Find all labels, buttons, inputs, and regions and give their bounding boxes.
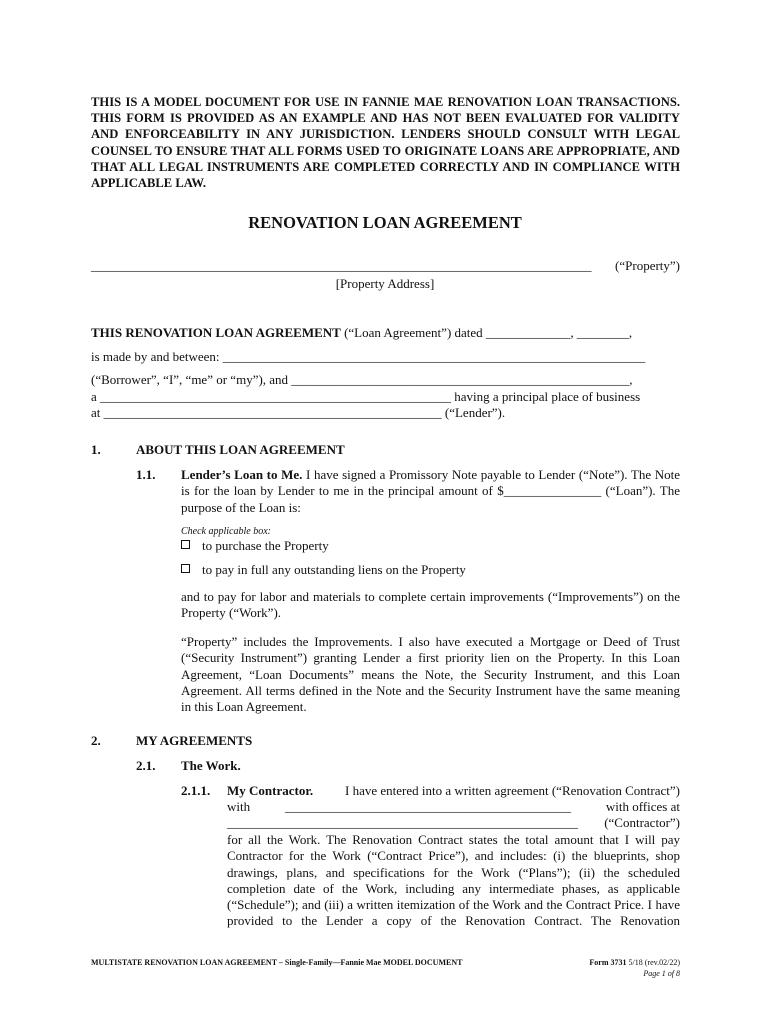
property-line (91, 258, 680, 274)
intro-dated-line (91, 325, 680, 341)
property-definition-paragraph: “Property” includes the Improvements. I also have executed a Mortgage or Deed of Trust (“Security Instrument”) granting Lender a first priority lien on the Property. In this Loan Agreement, “Loan Documents” means the Note, the Security Instrument, and this Loan Agreement. All terms defined in the Note and the Security Instrument have the same meaning in this Loan Agreement. (181, 634, 680, 715)
purpose-option-purchase[interactable] (181, 538, 329, 554)
lender-type-line[interactable]: a ______________________________________________________ having a principal place of business (91, 389, 641, 404)
document-title: RENOVATION LOAN AGREEMENT (248, 213, 522, 232)
section-2-number: 2. (91, 733, 101, 748)
option-liens-label: to pay in full any outstanding liens on the Property (202, 562, 466, 577)
with-text: with (227, 799, 251, 814)
contractor-address-blank[interactable]: ______________________________________________________ (227, 815, 578, 830)
disclaimer-notice: THIS IS A MODEL DOCUMENT FOR USE IN FANNIE MAE RENOVATION LOAN TRANSACTIONS. THIS FORM IS PROVIDED AS AN EXAMPLE AND HAS NOT BEEN EVALUATED FOR VALIDITY AND ENFORCEABILITY IN ANY JURISDICTION. LENDERS SHOULD CONSULT WITH LEGAL COUNSEL TO ENSURE THAT ALL FORMS USED TO ORIGINATE LOANS ARE APPROPRIATE, AND THAT ALL LEGAL INSTRUMENTS ARE COMPLETED CORRECTLY AND IN COMPLIANCE WITH APPLICABLE LAW. (91, 95, 680, 191)
section-2-1-1-heading: My Contractor. (227, 783, 314, 798)
contractor-line-1 (227, 783, 680, 799)
footer-form-number: Form 3731 (589, 958, 627, 967)
agreement-name: THIS RENOVATION LOAN AGREEMENT (91, 325, 341, 340)
option-purchase-label: to purchase the Property (202, 538, 329, 553)
with-offices-text: with offices at (605, 799, 680, 814)
contractor-label: (“Contractor”) (604, 815, 680, 830)
footer-document-title: MULTISTATE RENOVATION LOAN AGREEMENT – Single-Family—Fannie Mae MODEL DOCUMENT (91, 958, 463, 967)
section-2-1-heading: The Work. (181, 758, 241, 773)
borrower-line[interactable]: (“Borrower”, “I”, “me” or “my”), and ____________________________________________________, (91, 372, 633, 387)
section-2-1-number: 2.1. (136, 758, 156, 773)
section-1-number: 1. (91, 442, 101, 457)
made-by-line[interactable]: is made by and between: _________________________________________________________________ (91, 349, 646, 364)
section-2-1-1-number: 2.1.1. (181, 783, 211, 798)
footer-page-number: Page 1 of 8 (643, 968, 680, 978)
section-1-1-number: 1.1. (136, 467, 156, 482)
footer-revision: 5/18 (rev.02/22) (628, 958, 680, 967)
property-address-blank[interactable]: _____________________________________________________________________________ (91, 258, 592, 273)
dated-text[interactable]: (“Loan Agreement”) dated _____________, ________, (344, 325, 633, 340)
checkbox-liens[interactable] (181, 564, 190, 573)
property-label: (“Property”) (615, 258, 680, 273)
property-address-caption: [Property Address] (335, 276, 435, 291)
footer-form-info (589, 958, 680, 979)
section-1-1-paragraph (181, 467, 680, 516)
section-1-1-heading: Lender’s Loan to Me. (181, 467, 303, 482)
checkbox-purchase[interactable] (181, 540, 190, 549)
purpose-option-liens[interactable] (181, 562, 466, 578)
check-applicable-label: Check applicable box: (181, 526, 271, 537)
contractor-name-blank[interactable]: ____________________________________________ (284, 799, 571, 814)
renovation-contract-text: I have entered into a written agreement (“Renovation Contract”) (345, 783, 680, 798)
section-2-heading: MY AGREEMENTS (136, 733, 253, 748)
lender-address-line[interactable]: at ____________________________________________________ (“Lender”). (91, 405, 506, 420)
renovation-contract-paragraph: for all the Work. The Renovation Contract states the total amount that I will pay Contractor for the Work (“Contract Price”), and includes: (i) the blueprints, shop drawings, plans, and specifications for the Work (“Plans”); (ii) the scheduled completion date of the Work, including any intermediate phases, as applicable (“Schedule”); and (iii) a written itemization of the Work and the Contract Price. I have provided to the Lender a copy of the Renovation Contract. The Renovation (227, 832, 680, 929)
section-1-heading: ABOUT THIS LOAN AGREEMENT (136, 442, 345, 457)
section-1-1-text: I have signed a Promissory Note payable to Lender (“Note”). The Note is for the loan by Lender to me in the principal amount of $_______________ (“Loan”). The purpose of the Loan is: (181, 467, 681, 515)
contractor-name-line (227, 799, 680, 815)
work-paragraph: and to pay for labor and materials to complete certain improvements (“Improvements”) on the Property (“Work”). (181, 589, 680, 621)
contractor-address-line (227, 815, 680, 831)
